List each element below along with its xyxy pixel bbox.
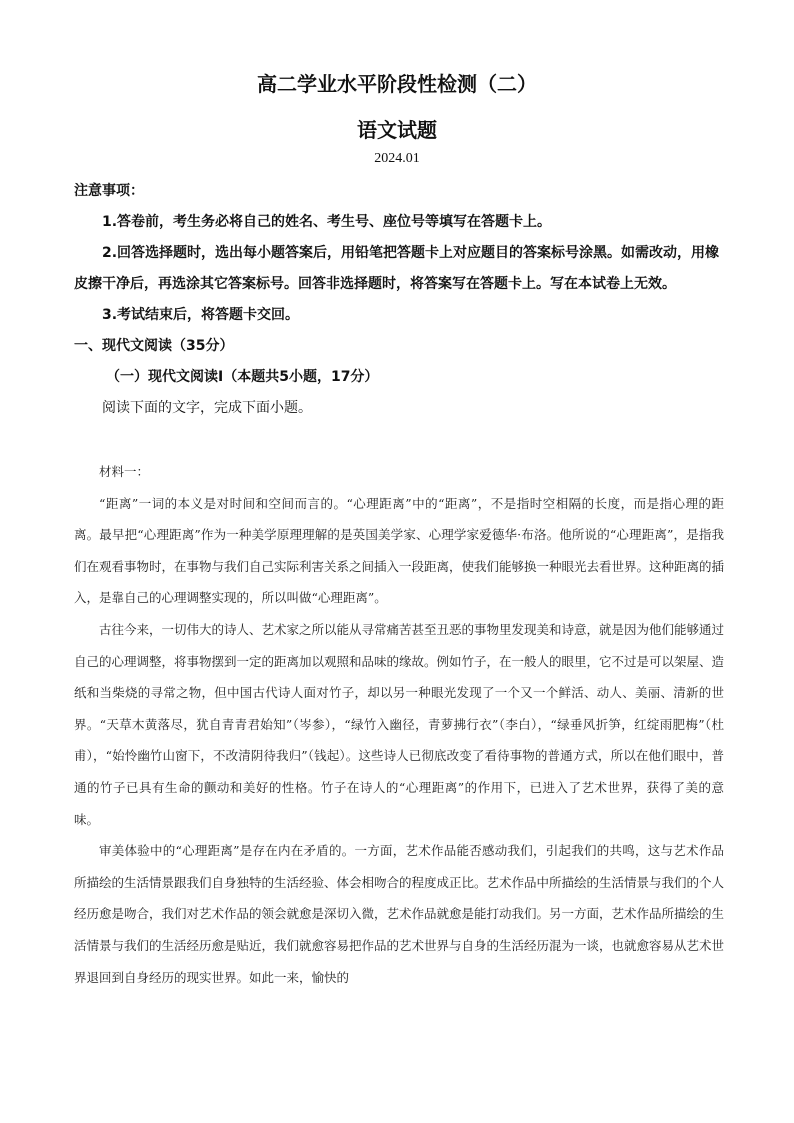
notice-item-3: 3.考试结束后，将答题卡交回。 <box>102 307 300 323</box>
subject-title: 语文试题 <box>357 118 437 142</box>
material-paragraph-3: 审美体验中的“心理距离”是存在内在矛盾的。一方面，艺术作品能否感动我们，引起我们的共鸣，这与艺术作品所描绘的生活情景跟我们自身独特的生活经验、体会相吻合的程度成正比。艺术作品中所描绘的生活情景与我们的个人经历愈是吻合，我们对艺术作品的领会就愈是深切入微，艺术作品就愈是能打动我们。另一方面，艺术作品所描绘的生活情景与我们的生活经历愈是贴近，我们就愈容易把作品的艺术世界与自身的生活经历混为一谈，也就愈容易从艺术世界退回到自身经历的现实世界。如此一来，愉快的 <box>74 843 725 985</box>
notice-section <box>74 176 724 424</box>
material-label: 材料一： <box>99 464 150 479</box>
exam-date: 2024.01 <box>374 151 420 166</box>
notice-item-1: 1.答卷前，考生务必将自己的姓名、考生号、座位号等填写在答题卡上。 <box>102 214 552 230</box>
material-paragraph-2: 古往今来，一切伟大的诗人、艺术家之所以能从寻常痛苦甚至丑恶的事物里发现美和诗意，就是因为他们能够通过自己的心理调整，将事物摆到一定的距离加以观照和品味的缘故。例如竹子，在一般人的眼里，它不过是可以架屋、造纸和当柴烧的寻常之物，但中国古代诗人面对竹子，却以另一种眼光发现了一个又一个鲜活、动人、美丽、清新的世界。“天草木黄落尽，犹自青青君始知”（岑参），“绿竹入幽径，青萝拂行衣”（李白），“绿垂风折笋，红绽雨肥梅”（杜甫），“始怜幽竹山窗下，不改清阴待我归”（钱起）。这些诗人已彻底改变了看待事物的普通方式，所以在他们眼中，普通的竹子已具有生命的颤动和美好的性格。竹子在诗人的“心理距离”的作用下，已进入了艺术世界，获得了美的意味。 <box>74 621 725 827</box>
notice-item-2: 2.回答选择题时，选出每小题答案后，用铅笔把答题卡上对应题目的答案标号涂黑。如需改动，用橡皮擦干净后，再选涂其它答案标号。回答非选择题时，将答案写在答题卡上。写在本试卷上无效。 <box>74 245 720 292</box>
section-heading: 一、现代文阅读（35分） <box>74 338 234 354</box>
material-paragraph-1: “距离”一词的本义是对时间和空间而言的。“心理距离”中的“距离”，不是指时空相隔的长度，而是指心理的距离。最早把“心理距离”作为一种美学原理理解的是英国美学家、心理学家爱德华·布洛。他所说的“心理距离”，是指我们在观看事物时，在事物与我们自己实际利害关系之间插入一段距离，使我们能够换一种眼光去看世界。这种距离的插入，是靠自己的心理调整实现的，所以叫做“心理距离”。 <box>74 495 725 606</box>
notice-heading: 注意事项： <box>74 183 144 199</box>
reading-instruction: 阅读下面的文字，完成下面小题。 <box>102 400 312 416</box>
reading-material <box>74 456 724 993</box>
exam-title: 高二学业水平阶段性检测（二） <box>257 72 537 96</box>
sub-section-heading: （一）现代文阅读Ⅰ（本题共5小题，17分） <box>106 369 379 385</box>
